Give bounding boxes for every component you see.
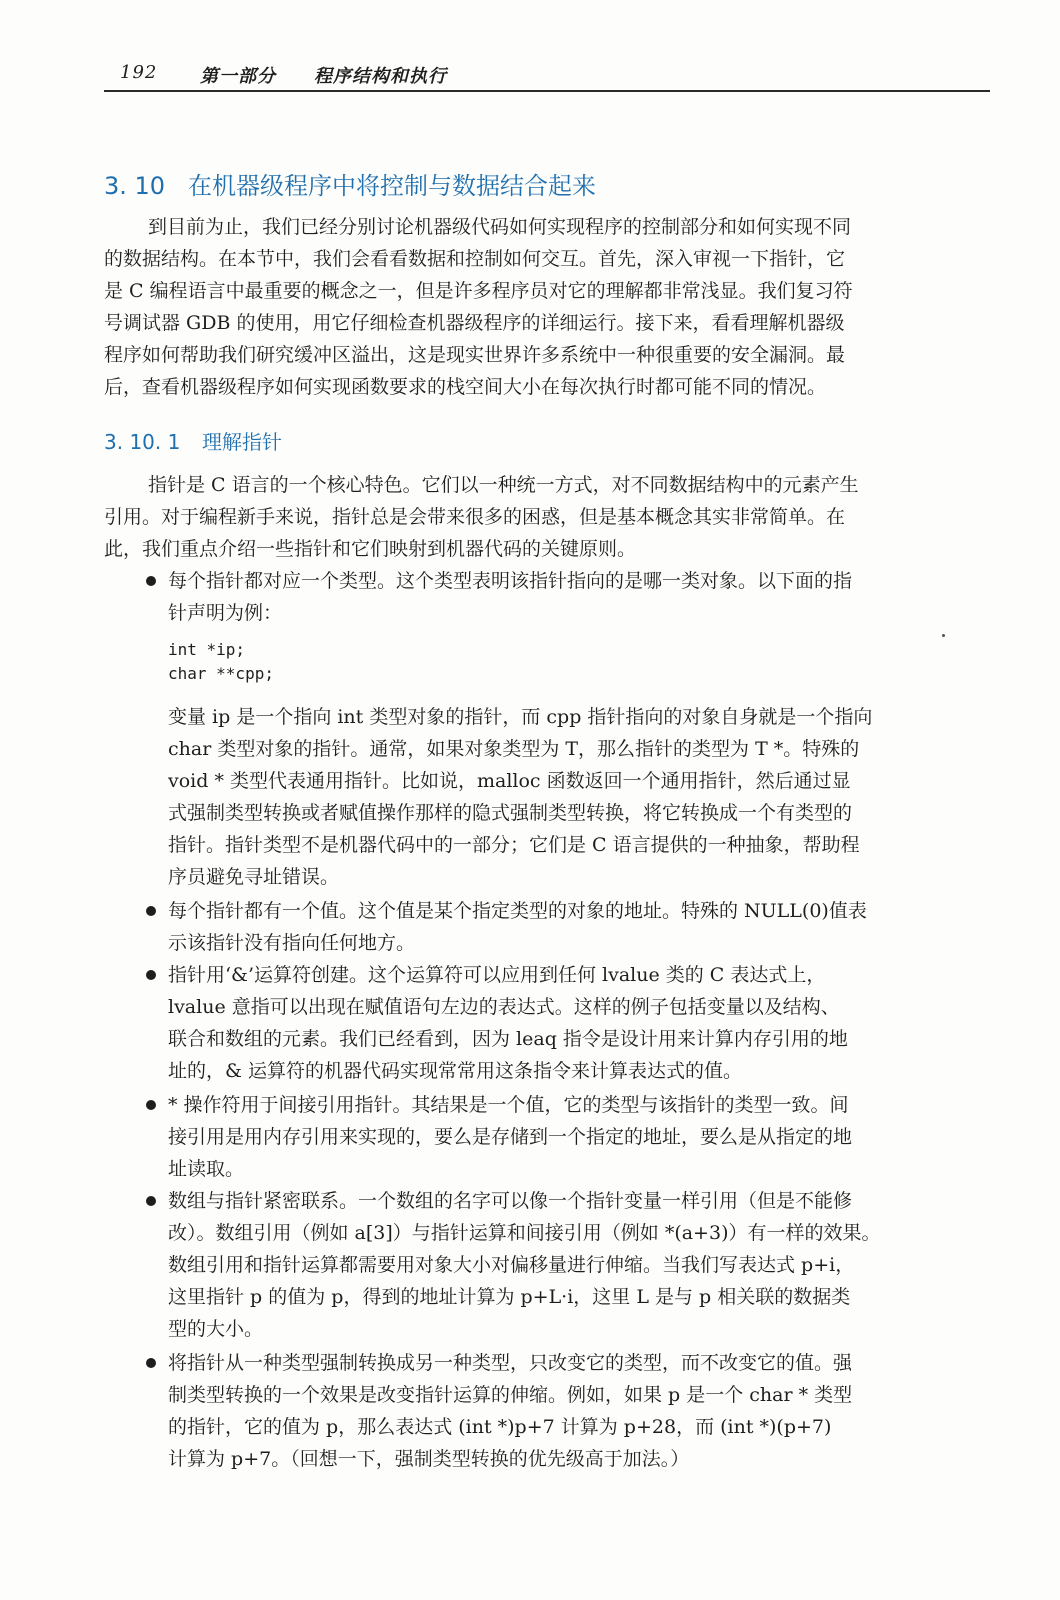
intro-line: 程序如何帮助我们研究缓冲区溢出，这是现实世界许多系统中一种很重要的安全漏洞。最 xyxy=(104,344,846,366)
subsection-number: 3. 10. 1 xyxy=(104,430,181,454)
intro-line: 是 C 编程语言中最重要的概念之一，但是许多程序员对它的理解都非常浅显。我们复习符 xyxy=(104,280,853,302)
bullet-1-line: 针声明为例： xyxy=(168,602,283,624)
bullet-1-body-line: 式强制类型转换或者赋值操作那样的隐式强制类型转换，将它转换成一个有类型的 xyxy=(168,802,853,824)
intro-line: 的数据结构。在本节中，我们会看看数据和控制如何交互。首先，深入审视一下指针，它 xyxy=(104,248,846,270)
bullet-6-line: 将指针从一种类型强制转换成另一种类型，只改变它的类型，而不改变它的值。强 xyxy=(168,1352,853,1374)
bullet-5-line: 这里指针 p 的值为 p，得到的地址计算为 p+L·i，这里 L 是与 p 相关联的数据类 xyxy=(168,1286,851,1308)
subsection-heading xyxy=(104,426,282,455)
header-rule xyxy=(104,90,990,92)
bullet-3-line: lvalue 意指可以出现在赋值语句左边的表达式。这样的例子包括变量以及结构、 xyxy=(168,996,840,1018)
bullet-1-body-line: 变量 ip 是一个指向 int 类型对象的指针，而 cpp 指针指向的对象自身就是一个指向 xyxy=(168,706,873,728)
page-number: 192 xyxy=(120,62,158,83)
bullet-1-body-line: 指针。指针类型不是机器代码中的一部分；它们是 C 语言提供的一种抽象，帮助程 xyxy=(168,834,860,856)
subsection-line: 此，我们重点介绍一些指针和它们映射到机器代码的关键原则。 xyxy=(104,538,637,560)
subsection-line: 引用。对于编程新手来说，指针总是会带来很多的困惑，但是基本概念其实非常简单。在 xyxy=(104,506,846,528)
bullet-3-line: 址的，& 运算符的机器代码实现常常用这条指令来计算表达式的值。 xyxy=(168,1060,742,1082)
bullet-5-line: 改）。数组引用（例如 a[3]）与指针运算和间接引用（例如 *(a+3)）有一样的效果。 xyxy=(168,1222,881,1244)
bullet-5-line: 数组引用和指针运算都需要用对象大小对偏移量进行伸缩。当我们写表达式 p+i， xyxy=(168,1254,855,1276)
bullet-5-line: 型的大小。 xyxy=(168,1318,264,1340)
code-line: char **cpp; xyxy=(168,664,274,683)
scan-speck xyxy=(942,634,945,637)
bullet-2-line: 示该指针没有指向任何地方。 xyxy=(168,932,416,954)
bullet-4-line: * 操作符用于间接引用指针。其结果是一个值，它的类型与该指针的类型一致。间 xyxy=(168,1094,849,1116)
bullet-dot xyxy=(146,1358,156,1368)
bullet-dot xyxy=(146,1100,156,1110)
bullet-2-line: 每个指针都有一个值。这个值是某个指定类型的对象的地址。特殊的 NULL(0)值表 xyxy=(168,900,867,922)
bullet-6-line: 计算为 p+7。（回想一下，强制类型转换的优先级高于加法。） xyxy=(168,1448,690,1470)
bullet-dot xyxy=(146,1196,156,1206)
section-number: 3. 10 xyxy=(104,172,166,200)
bullet-1-body-line: 序员避免寻址错误。 xyxy=(168,866,340,888)
intro-line: 号调试器 GDB 的使用，用它仔细检查机器级程序的详细运行。接下来，看看理解机器级 xyxy=(104,312,845,334)
bullet-1-line: 每个指针都对应一个类型。这个类型表明该指针指向的是哪一类对象。以下面的指 xyxy=(168,570,853,592)
bullet-4-line: 址读取。 xyxy=(168,1158,245,1180)
bullet-1-body-line: void * 类型代表通用指针。比如说，malloc 函数返回一个通用指针，然后通过显 xyxy=(168,770,851,792)
bullet-6-line: 制类型转换的一个效果是改变指针运算的伸缩。例如，如果 p 是一个 char * 类型 xyxy=(168,1384,853,1406)
subsection-line: 指针是 C 语言的一个核心特色。它们以一种统一方式，对不同数据结构中的元素产生 xyxy=(148,474,859,496)
intro-line: 后，查看机器级程序如何实现函数要求的栈空间大小在每次执行时都可能不同的情况。 xyxy=(104,376,827,398)
bullet-dot xyxy=(146,576,156,586)
bullet-6-line: 的指针，它的值为 p，那么表达式 (int *)p+7 计算为 p+28，而 (int *)(p+7) xyxy=(168,1416,832,1438)
chapter-label: 程序结构和执行 xyxy=(314,66,447,87)
bullet-1-body-line: char 类型对象的指针。通常，如果对象类型为 T，那么指针的类型为 T *。特殊的 xyxy=(168,738,860,760)
intro-line: 到目前为止，我们已经分别讨论机器级代码如何实现程序的控制部分和如何实现不同 xyxy=(148,216,852,238)
bullet-dot xyxy=(146,970,156,980)
bullet-3-line: 指针用‘&’运算符创建。这个运算符可以应用到任何 lvalue 类的 C 表达式上， xyxy=(168,964,826,986)
part-label: 第一部分 xyxy=(200,66,276,87)
section-heading xyxy=(104,166,596,201)
running-header xyxy=(104,60,990,88)
bullet-5-line: 数组与指针紧密联系。一个数组的名字可以像一个指针变量一样引用（但是不能修 xyxy=(168,1190,853,1212)
code-line: int *ip; xyxy=(168,640,246,659)
subsection-title: 理解指针 xyxy=(202,430,282,454)
bullet-4-line: 接引用是用内存引用来实现的，要么是存储到一个指定的地址，要么是从指定的地 xyxy=(168,1126,853,1148)
bullet-dot xyxy=(146,906,156,916)
bullet-3-line: 联合和数组的元素。我们已经看到，因为 leaq 指令是设计用来计算内存引用的地 xyxy=(168,1028,848,1050)
section-title: 在机器级程序中将控制与数据结合起来 xyxy=(188,172,596,200)
